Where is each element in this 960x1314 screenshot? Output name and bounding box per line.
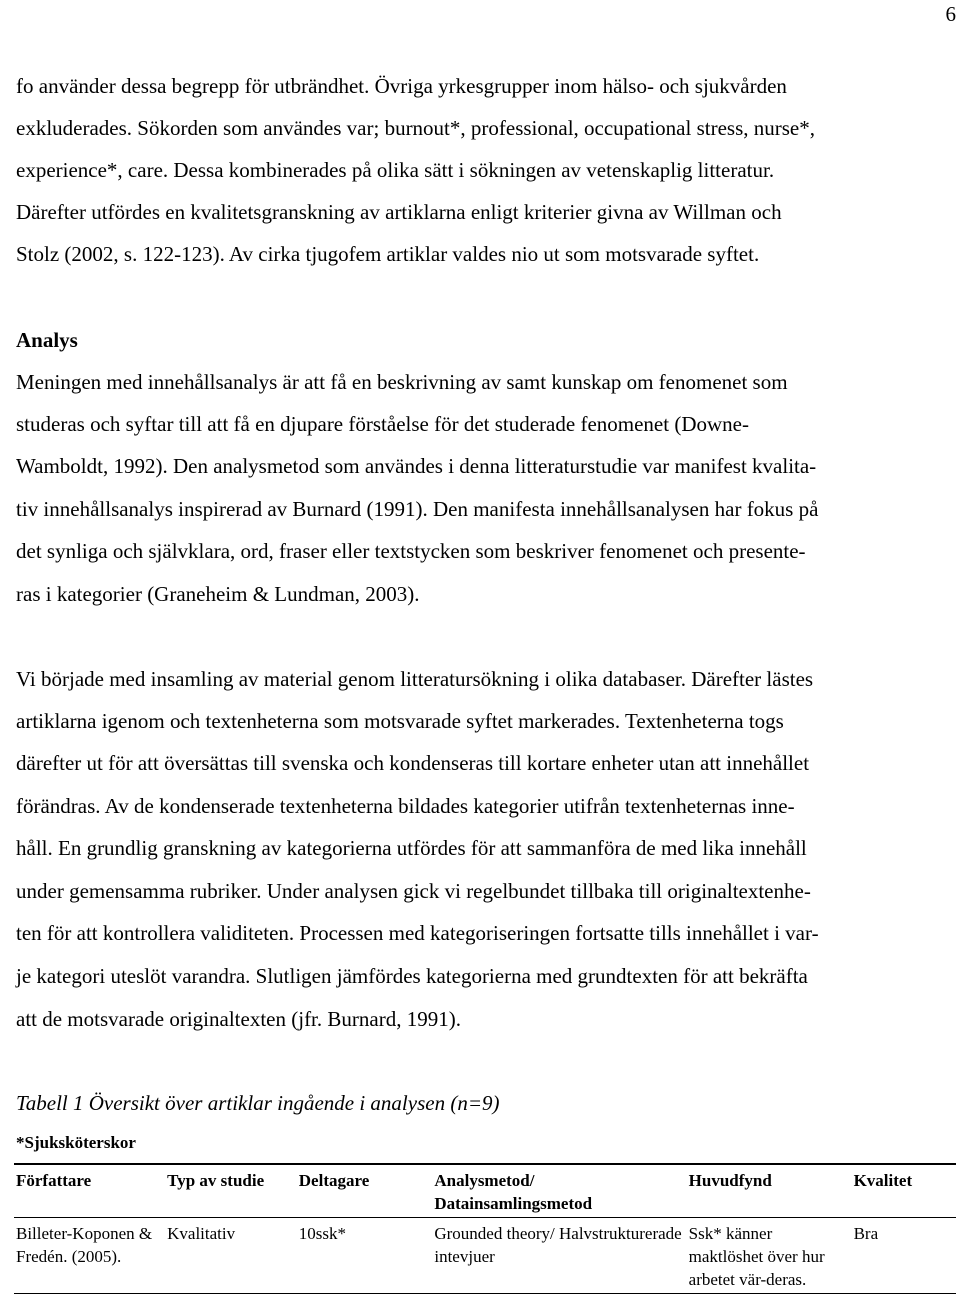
- header-cell: Deltagare: [297, 1164, 433, 1218]
- header-cell: Typ av studie: [165, 1164, 297, 1218]
- table-cell: Grounded theory/ Halvstrukturerade intevjuer: [432, 1218, 686, 1294]
- section-heading: Analys: [16, 328, 78, 352]
- table-row: [14, 1218, 956, 1294]
- header-cell: Författare: [14, 1164, 165, 1218]
- page-number: 6: [945, 2, 956, 26]
- text-line: det synliga och självklara, ord, fraser eller textstycken som beskriver fenomenet och presente-: [16, 539, 806, 563]
- text-line: håll. En grundlig granskning av kategorierna utfördes för att sammanföra de med lika innehåll: [16, 836, 807, 860]
- text-line: Vi började med insamling av material genom litteratursökning i olika databaser. Därefter lästes: [16, 667, 814, 691]
- header-cell: Kvalitet: [852, 1164, 956, 1218]
- table-note: *Sjuksköterskor: [16, 1133, 136, 1152]
- table-cell: Billeter-Koponen & Fredén. (2005).: [14, 1218, 165, 1294]
- header-cell: Analysmetod/ Datainsamlingsmetod: [432, 1164, 686, 1218]
- header-cell: Huvudfynd: [687, 1164, 852, 1218]
- text-line: ras i kategorier (Graneheim & Lundman, 2003).: [16, 582, 420, 606]
- text-line: je kategori uteslöt varandra. Slutligen jämfördes kategorierna med grundtexten för att bekräfta: [16, 964, 808, 988]
- table-cell: Kvalitativ: [165, 1218, 297, 1294]
- text-line: exkluderades. Sökorden som användes var; burnout*, professional, occupational stress, nurse*,: [16, 116, 815, 140]
- text-line: tiv innehållsanalys inspirerad av Burnard (1991). Den manifesta innehållsanalysen har fokus på: [16, 497, 819, 521]
- text-line: under gemensamma rubriker. Under analysen gick vi regelbundet tillbaka till originaltextenhe-: [16, 879, 811, 903]
- text-line: Wamboldt, 1992). Den analysmetod som användes i denna litteraturstudie var manifest kvalita-: [16, 454, 817, 478]
- table-cell: 10ssk*: [297, 1218, 433, 1294]
- text-line: artiklarna igenom och textenheterna som motsvarade syftet markerades. Textenheterna togs: [16, 709, 784, 733]
- text-line: förändras. Av de kondenserade textenheterna bildades kategorier utifrån textenheternas inne-: [16, 794, 795, 818]
- text-line: Därefter utfördes en kvalitetsgranskning av artiklarna enligt kriterier givna av Willman och: [16, 200, 782, 224]
- table-header-row: [14, 1164, 956, 1218]
- text-line: fo använder dessa begrepp för utbrändhet. Övriga yrkesgrupper inom hälso- och sjukvården: [16, 74, 787, 98]
- text-line: därefter ut för att översättas till svenska och kondenseras till kortare enheter utan att innehållet: [16, 751, 810, 775]
- text-line: Stolz (2002, s. 122-123). Av cirka tjugofem artiklar valdes nio ut som motsvarade syftet.: [16, 242, 760, 266]
- text-line: studeras och syftar till att få en djupare förståelse för det studerade fenomenet (Downe-: [16, 412, 749, 436]
- text-line: ten för att kontrollera validiteten. Processen med kategoriseringen fortsatte tills innehållet i var-: [16, 921, 819, 945]
- table-cell: Bra: [852, 1218, 956, 1294]
- text-line: att de motsvarade originaltexten (jfr. Burnard, 1991).: [16, 1007, 461, 1031]
- table-caption: Tabell 1 Översikt över artiklar ingående i analysen (n=9): [16, 1091, 500, 1115]
- table-cell: Ssk* känner maktlöshet över hur arbetet vär-deras.: [687, 1218, 852, 1294]
- text-line: experience*, care. Dessa kombinerades på olika sätt i sökningen av vetenskaplig litteratur.: [16, 158, 775, 182]
- article-table: [14, 1163, 956, 1294]
- text-line: Meningen med innehållsanalys är att få en beskrivning av samt kunskap om fenomenet som: [16, 370, 788, 394]
